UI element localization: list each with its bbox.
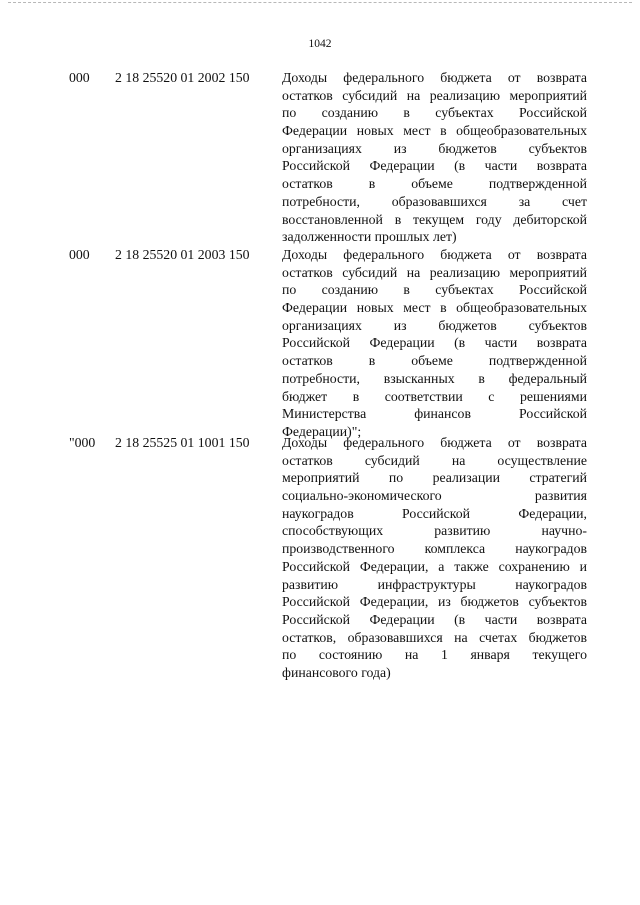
description-line: Российской Федерации (в части возврата — [282, 335, 587, 351]
description-line: остатков субсидий на реализацию мероприятий — [282, 264, 587, 280]
kbk-code: 2 18 25520 01 2003 150 — [115, 247, 250, 262]
income-description — [282, 69, 587, 246]
description-line: Федерации новых мест в общеобразовательных — [282, 300, 587, 316]
description-line: Федерации новых мест в общеобразовательных — [282, 123, 587, 139]
description-line: бюджет в соответствии с решениями — [282, 388, 587, 404]
description-line: Российской Федерации (в части возврата — [282, 158, 587, 174]
description-line: способствующих развитию научно- — [282, 523, 587, 539]
description-line: потребности, образовавшихся за счет — [282, 193, 587, 209]
description-line: развитию инфраструктуры наукоградов — [282, 576, 587, 592]
description-line: Министерства финансов Российской — [282, 406, 587, 422]
description-line: Федерации)"; — [282, 423, 362, 439]
page-number: 1042 — [308, 38, 332, 50]
description-line: по созданию в субъектах Российской — [282, 282, 587, 298]
description-line: остатков субсидий на осуществление — [282, 452, 587, 468]
description-line: по созданию в субъектах Российской — [282, 105, 587, 121]
description-line: остатков субсидий на реализацию мероприятий — [282, 87, 587, 103]
description-line: производственного комплекса наукоградов — [282, 541, 587, 557]
description-line: задолженности прошлых лет) — [282, 229, 457, 245]
admin-code: "000 — [69, 435, 96, 450]
description-line: наукоградов Российской Федерации, — [282, 505, 587, 521]
description-line: Доходы федерального бюджета от возврата — [282, 247, 587, 262]
kbk-code: 2 18 25525 01 1001 150 — [115, 435, 250, 450]
page-top-border — [8, 2, 632, 3]
description-line: организациях из бюджетов субъектов — [282, 317, 587, 333]
income-description — [282, 246, 587, 441]
description-line: Российской Федерации (в части возврата — [282, 611, 587, 627]
description-line: Доходы федерального бюджета от возврата — [282, 435, 587, 450]
admin-code: 000 — [69, 70, 90, 85]
admin-code: 000 — [69, 247, 90, 262]
description-line: остатков в объеме подтвержденной — [282, 176, 587, 192]
income-description — [282, 434, 587, 682]
description-line: финансового года) — [282, 664, 391, 680]
description-line: организациях из бюджетов субъектов — [282, 140, 587, 156]
description-line: Доходы федерального бюджета от возврата — [282, 70, 587, 85]
kbk-code: 2 18 25520 01 2002 150 — [115, 70, 250, 85]
description-line: остатков в объеме подтвержденной — [282, 353, 587, 369]
description-line: потребности, взысканных в федеральный — [282, 370, 587, 386]
description-line: восстановленной в текущем году дебиторской — [282, 211, 587, 227]
description-line: Российской Федерации, а также сохранению и — [282, 558, 587, 574]
description-line: по состоянию на 1 января текущего — [282, 647, 587, 663]
description-line: мероприятий по реализации стратегий — [282, 470, 587, 486]
description-line: социально-экономического развития — [282, 488, 587, 504]
description-line: остатков, образовавшихся на счетах бюджетов — [282, 629, 587, 645]
description-line: Российской Федерации, из бюджетов субъектов — [282, 594, 587, 610]
